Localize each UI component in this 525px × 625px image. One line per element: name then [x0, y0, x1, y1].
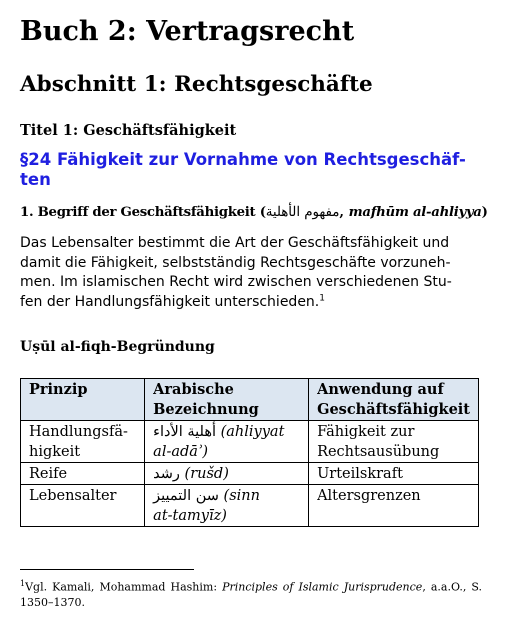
arabic-term: رشد	[153, 466, 180, 482]
body-line-text: fen der Handlungsfähigkeit unterschieden.	[20, 293, 320, 310]
footnote-mark: 1	[20, 579, 26, 588]
body-line: men. Im islamischen Recht wird zwischen verschiedenen Stu-	[20, 274, 452, 290]
cell-application	[309, 463, 479, 485]
body-paragraph	[20, 234, 486, 312]
translit-text: (ahliyyat	[220, 424, 285, 440]
cell-application	[309, 421, 479, 463]
arabic-term: سن التمييز	[153, 488, 219, 504]
header-arabic-line2: Bezeichnung	[153, 401, 259, 418]
arabic-term: أهلية الأداء	[153, 424, 217, 440]
subsection-arabic: مفهوم الأهلية	[265, 205, 340, 220]
principles-table	[20, 378, 479, 527]
footnote-ref[interactable]: 1	[319, 292, 325, 303]
subsection-translit: mafhūm al-ahliyya	[348, 205, 482, 220]
table-row	[21, 463, 479, 485]
header-principle-text: Prinzip	[29, 381, 88, 398]
subsection-suffix: )	[481, 205, 488, 220]
cell-arabic	[145, 485, 309, 527]
header-arabic	[145, 379, 309, 421]
cell-arabic	[145, 421, 309, 463]
subsection-heading	[20, 205, 488, 220]
section-heading: Abschnitt 1: Rechtsgeschäfte	[20, 72, 373, 97]
translit-text: (sinn	[223, 488, 260, 504]
cell-application	[309, 485, 479, 527]
usul-heading: Uṣūl al-fiqh-Begründung	[20, 339, 215, 355]
footnote-book-title: Principles of Islamic Jurisprudence	[222, 580, 423, 594]
body-line: Das Lebensalter bestimmt die Art der Geschäftsfähigkeit und	[20, 235, 450, 251]
book-heading: Buch 2: Vertragsrecht	[20, 16, 355, 47]
body-line-last	[20, 293, 486, 313]
table-header-row	[21, 379, 479, 421]
subsection-sep: ,	[339, 205, 349, 220]
cell-arabic	[145, 463, 309, 485]
cell-principle	[21, 421, 145, 463]
header-arabic-line1: Arabische	[153, 381, 234, 398]
paragraph-heading	[20, 150, 490, 190]
cell-text: Urteilskraft	[317, 466, 403, 482]
cell-text: Altersgrenzen	[317, 488, 421, 504]
cell-text: Fähigkeit zur	[317, 424, 415, 440]
cell-text: Rechtsausübung	[317, 444, 440, 460]
header-application-line1: Anwendung auf	[317, 381, 444, 398]
cell-text: Lebensalter	[29, 488, 117, 504]
footnote	[20, 576, 482, 610]
table-row	[21, 485, 479, 527]
translit-text: al-adāʾ)	[153, 444, 209, 460]
translit-text: (rušd)	[184, 466, 229, 482]
cell-text: higkeit	[29, 444, 81, 460]
header-application	[309, 379, 479, 421]
cell-text: Reife	[29, 466, 68, 482]
body-line: damit die Fähigkeit, selbstständig Rechtsgeschäfte vorzuneh-	[20, 254, 451, 271]
header-application-line2: Geschäftsfähigkeit	[317, 401, 470, 418]
footnote-divider	[20, 569, 194, 570]
cell-principle	[21, 463, 145, 485]
footnote-text-after: , a.a.O., S. 1350–1370.	[20, 580, 482, 609]
footnote-text-before: Vgl. Kamali, Mohammad Hashim:	[25, 580, 223, 594]
cell-text: Handlungsfä-	[29, 424, 128, 440]
subsection-prefix: 1. Begriff der Geschäftsfähigkeit (	[20, 205, 266, 220]
paragraph-heading-line1: §24 Fähigkeit zur Vornahme von Rechtsgeschäf-	[20, 150, 466, 169]
translit-text: at-tamyīz)	[153, 508, 227, 524]
cell-principle	[21, 485, 145, 527]
table-row	[21, 421, 479, 463]
paragraph-heading-line2: ten	[20, 170, 51, 189]
header-principle	[21, 379, 145, 421]
title-heading: Titel 1: Geschäftsfähigkeit	[20, 122, 237, 139]
